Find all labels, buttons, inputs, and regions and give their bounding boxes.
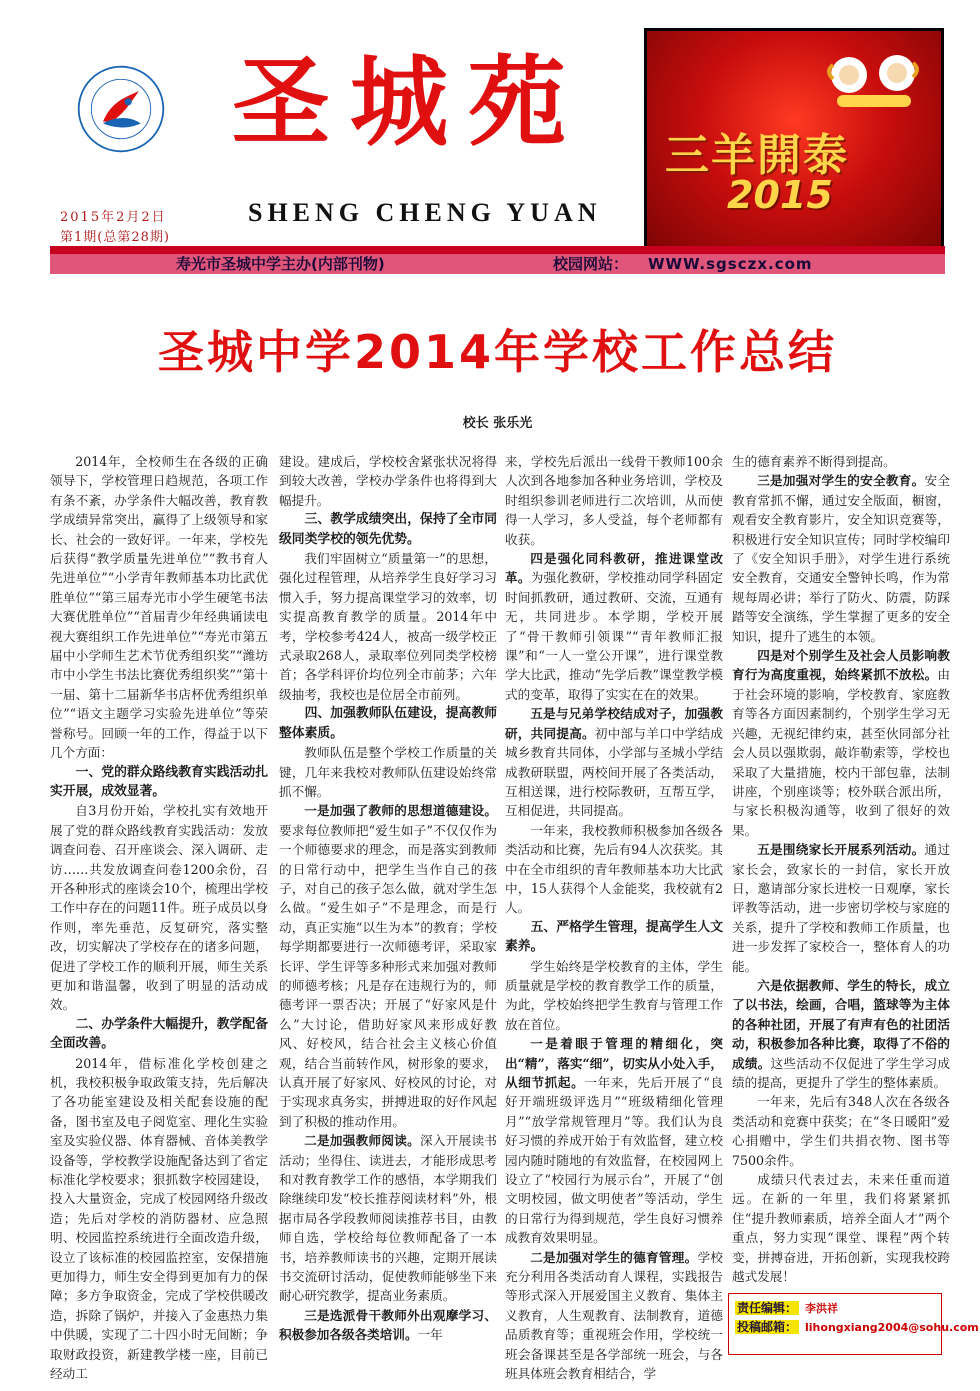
paragraph: 自3月份开始，学校扎实有效地开展了党的群众路线教育实践活动：发放调查问卷、召开座谈会、深入调研、走访……共发放调查问卷1200余份，召开各种形式的座谈会10个，梳理出学校工作中存在的问题11件。班子成员以身作则，率先垂范，反复研究，落实整改，切实解决了学校存在的诸多问题，促进了学校工作的顺利开展，师生关系更加和谐温馨，收到了明显的活动成效。 bbox=[50, 803, 268, 1013]
section-heading: 三、教学成绩突出，保持了全市同级同类学校的领先优势。 bbox=[279, 512, 497, 547]
section-heading: 四、加强教师队伍建设，提高教师整体素质。 bbox=[279, 706, 497, 741]
paragraph: 建设。建成后，学校校舍紧张状况将得到较大改善，学校办学条件也将得到大幅提升。 bbox=[279, 454, 497, 508]
paragraph: 一年来，我校教师积极参加各级各类活动和比赛，先后有94人次获奖。其中在全市组织的青年教师基本功大比武中，15人获得个人金能奖，我校就有2人。 bbox=[505, 822, 723, 916]
paragraph-body: 一年 bbox=[417, 1327, 443, 1343]
greeting-text: 三羊開泰 bbox=[665, 130, 849, 181]
paragraph bbox=[732, 840, 950, 976]
editor-name: 李洪祥 bbox=[805, 1302, 839, 1315]
paragraph bbox=[505, 704, 723, 820]
paragraph bbox=[732, 976, 950, 1092]
email-row bbox=[735, 1318, 979, 1337]
paragraph-lead: 一是着眼于管理的精细化，突出“精”，落实“细”，切实从小处入手，从细节抓起。 bbox=[505, 1036, 723, 1090]
paragraph: 生的德育素养不断得到提高。 bbox=[732, 454, 896, 469]
paragraph-lead: 二是加强对学生的德育管理。 bbox=[530, 1249, 698, 1265]
paragraph bbox=[505, 1248, 723, 1384]
paragraph-lead: 二是加强教师阅读。 bbox=[304, 1133, 421, 1149]
paragraph-body: 这些活动不仅促进了学生学习成绩的提高，更提升了学生的整体素质。 bbox=[732, 1055, 951, 1090]
article-column-2 bbox=[279, 452, 497, 1352]
section-heading: 二、办学条件大幅提升，教学配备全面改善。 bbox=[50, 1016, 268, 1052]
paragraph-lead: 四是强化同科教研，推进课堂改革。 bbox=[505, 551, 723, 586]
issue-date: 2015年2月2日 bbox=[60, 210, 167, 225]
paragraph bbox=[505, 1034, 723, 1247]
email-link[interactable]: lihongxiang2004@sohu.com bbox=[805, 1321, 979, 1334]
paragraph bbox=[279, 1306, 497, 1345]
editor-label: 责任编辑： bbox=[737, 1301, 798, 1315]
school-logo bbox=[76, 64, 166, 154]
paragraph: 我们牢固树立“质量第一”的思想，强化过程管理，从培养学生良好学习习惯入手，努力提高课堂学习的效率，切实提高教育教学的质量。2014年中考，学校参考424人，被高一级学校正式录取268人，录取率位列同类学校榜首；各学科评价均位列全市前茅；六年级抽考，我校也是位居全市前列。 bbox=[279, 551, 497, 702]
paragraph: 学生始终是学校教育的主体，学生质量就是学校的教育教学工作的质量，为此，学校始终把学生教育与管理工作放在首位。 bbox=[505, 958, 723, 1032]
paragraph-body: 通过家长会，致家长的一封信，家长开放日，邀请部分家长进校一日观摩，家长评教等活动，进一步密切学校与家庭的关系，提升了学校和教师工作质量，也进一步发挥了家校合一，整体育人的功能。 bbox=[732, 842, 951, 974]
greeting-year: 2015 bbox=[727, 173, 833, 217]
paragraph bbox=[279, 801, 497, 1131]
article-column-4 bbox=[732, 452, 950, 1292]
sheep-icon bbox=[819, 45, 929, 115]
article-byline: 校长 张乐光 bbox=[462, 416, 533, 431]
new-year-image bbox=[644, 28, 944, 258]
paragraph: 成绩只代表过去，未来任重而道远。在新的一年里，我们将紧紧抓住“提升教师素质，培养全面人才”两个重点，努力实现“课堂、课程”两个转变，拼搏奋进，开拓创新，实现我校跨越式发展！ bbox=[732, 1172, 950, 1285]
masthead-title: 圣城苑 bbox=[232, 45, 587, 160]
article-column-1 bbox=[50, 452, 268, 1382]
issue-number: 第1期(总第28期) bbox=[60, 230, 170, 245]
section-heading: 一、党的群众路线教育实践活动扎实开展，成效显著。 bbox=[50, 764, 268, 799]
email-label: 投稿邮箱： bbox=[737, 1320, 798, 1334]
article-headline: 圣城中学2014年学校工作总结 bbox=[157, 325, 838, 379]
paragraph-body: 由于社会环境的影响，学校教育、家庭教育等各方面因素制约，个别学生学习无兴趣，无视纪律约束，甚至伙同部分社会人员以强欺弱，敲诈勒索等，学校也采取了大量措施，校内干部包靠，法制讲座，个别座谈等；校外联合派出所，与家长积极沟通等，收到了很好的效果。 bbox=[732, 667, 950, 838]
paragraph-body: 安全教育常抓不懈，通过安全版面，橱窗，观看安全教育影片，安全知识竞赛等，积极进行安全知识宣传；同时学校编印了《安全知识手册》，对学生进行系统安全教育，交通安全警钟长鸣，作为常规每周必讲；举行了防火、防震，防踩踏等安全演练，学生掌握了更多的安全知识，提升了逃生的本领。 bbox=[732, 473, 951, 644]
paragraph-body: 一年来，先后开展了“良好开端班级评选月”“班级精细化管理月”“放学常规管理月”等。我们认为良好习惯的养成开始于有效监督，建立校园内随时随地的有效监督，在校园网上设立了“校园行为展示台”，开展了“创文明校园，做文明使者”等活动，学生的日常行为得到规范，学生良好习惯养成教育效果明显。 bbox=[505, 1075, 723, 1246]
paragraph-body: 深入开展读书活动；坐得住、读进去，才能形成思考和对教育教学工作的感悟，本学期我们除继续印发“校长推荐阅读材料”外，根据市局各学段教师阅读推荐书目，由教师自选，学校给每位教师配备了一本书，培养教师读书的兴趣，定期开展读书交流研讨活动，促使教师能够坐下来耐心研究教学，提高业务素质。 bbox=[279, 1133, 498, 1304]
paragraph-lead: 五是围绕家长开展系列活动。 bbox=[757, 842, 925, 858]
paragraph bbox=[732, 646, 950, 840]
paragraph-body: 初中部与羊口中学结成城乡教育共同体，小学部与圣城小学结成教研联盟，两校间开展了各类活动，互相送课，进行校际教研，互帮互学，互相促进，共同提高。 bbox=[505, 725, 724, 819]
paragraph bbox=[505, 549, 723, 704]
paragraph-lead: 五是与兄弟学校结成对子，加强教研，共同提高。 bbox=[505, 706, 723, 741]
header-divider bbox=[50, 246, 945, 254]
paragraph-lead: 六是依据教师、学生的特长，成立了以书法，绘画，合唱，篮球等为主体的各种社团，开展了有声有色的社团活动，积极参加各种比赛，取得了不俗的成绩。 bbox=[732, 977, 950, 1071]
paragraph: 来，学校先后派出一线骨干教师100余人次到各地参加各种业务培训，学校及时组织参训老师进行二次培训，从而使得一人学习，多人受益，每个老师都有收获。 bbox=[505, 454, 723, 547]
paragraph-lead: 四是对个别学生及社会人员影响教育行为高度重视，始终紧抓不放松。 bbox=[732, 648, 950, 683]
paragraph: 一年来，先后有348人次在各级各类活动和竞赛中获奖；在“冬日暖阳”爱心捐赠中，学生们共捐衣物、图书等7500余件。 bbox=[732, 1094, 950, 1168]
paragraph: 2014年，全校师生在各级的正确领导下，学校管理日趋规范，各项工作有条不紊，办学条件大幅改善，教育教学成绩异常突出，赢得了上级领导和家长、社会的一致好评。一年来，学校先后获得“教学质量先进单位”“教书育人先进单位”“小学青年教师基本功比武优胜单位”“第三届寿光市小学生硬笔书法大赛优胜单位”“首届青少年经典诵读电视大赛组织工作先进单位”“寿光市第五届中小学师生艺术节优秀组织奖”“潍坊市中小学生书法比赛优秀组织奖”“第十一届、第十二届新华书店杯优秀组织单位”“语文主题学习实验先进单位”等荣誉称号。回顾一年的工作，得益于以下几个方面： bbox=[50, 454, 268, 761]
paragraph bbox=[279, 1131, 497, 1306]
paragraph-body: 学校充分利用各类活动育人课程，实践报告等形式深入开展爱国主义教育、集体主义教育，人生观教育、法制教育，道德品质教育等；重视班会作用，学校统一班会备课甚至是各学部统一班会，与各班具体班会教育相结合，学 bbox=[505, 1249, 724, 1382]
paragraph-lead: 一是加强了教师的思想道德建设。 bbox=[304, 803, 497, 819]
paragraph bbox=[732, 471, 950, 646]
website-link[interactable]: WWW.sgsczx.com bbox=[648, 255, 813, 273]
paragraph: 2014年，借标准化学校创建之机，我校积极争取政策支持，先后解决了各功能室建设及相关配套设施的配备，图书室及电子阅览室、理化生实验室及实验仪器、体育器械、音体美教学设备等，学校教学设施配备达到了省定标准化学校要求；狠抓数字校园建设，投入大量资金，完成了校园网络升级改造；先后对学校的消防器材、应急照明、校园监控系统进行全面改造升级，设立了该标准的校园监控室，安保措施更加得力，师生安全得到更加有力的保障；多方争取资金，完成了学校供暖改造，拆除了锅炉，并接入了金惠热力集中供暖，实现了二十四小时无间断；争取财政投资，新建教学楼一座，目前已经动工 bbox=[50, 1055, 268, 1382]
paragraph-body: 为强化教研，学校推动同学科固定时间抓教研，通过教研、交流，互通有无，共同进步。本学期，学校开展了“骨干教师引领课”“青年教师汇报课”和“一人一堂公开课”，进行课堂教学大比武，推动“先学后教”课堂教学模式的变革，取得了实实在在的效果。 bbox=[505, 570, 724, 702]
article-column-3 bbox=[505, 452, 724, 1382]
masthead-pinyin: SHENG CHENG YUAN bbox=[248, 198, 602, 227]
paragraph: 教师队伍是整个学校工作质量的关键，几年来我校对教师队伍建设始终常抓不懈。 bbox=[279, 745, 497, 799]
paragraph-body: 要求每位教师把“爱生如子”不仅仅作为一个师德要求的理念，而是落实到教师的日常行动中，把学生当作自己的孩子，对自己的孩子怎么做，就对学生怎么做。“爱生如子”不是理念，而是行动，真正实施“以生为本”的教育；学校每学期都要进行一次师德考评，采取家长评、学生评等多种形式来加强对教师的师德考核；凡是存在违规行为的，师德考评一票否决；开展了“好家风是什么”大讨论，借助好家风来形成好教风、好校风，结合社会主义核心价值观，结合当前转作风，树形象的要求，认真开展了好家风、好校风的讨论，对于实现求真务实，拼搏进取的好作风起到了积极的推动作用。 bbox=[279, 822, 497, 1129]
editor-row bbox=[735, 1299, 935, 1318]
editor-info-box bbox=[728, 1293, 979, 1355]
section-heading: 五、严格学生管理，提高学生人文素养。 bbox=[505, 919, 723, 955]
publisher-text: 寿光市圣城中学主办(内部刊物) bbox=[176, 255, 385, 273]
website-label: 校园网站： bbox=[553, 255, 629, 273]
paragraph-lead: 三是加强对学生的安全教育。 bbox=[757, 473, 925, 489]
paragraph-lead: 三是选派骨干教师外出观摩学习、积极参加各级各类培训。 bbox=[279, 1307, 497, 1343]
